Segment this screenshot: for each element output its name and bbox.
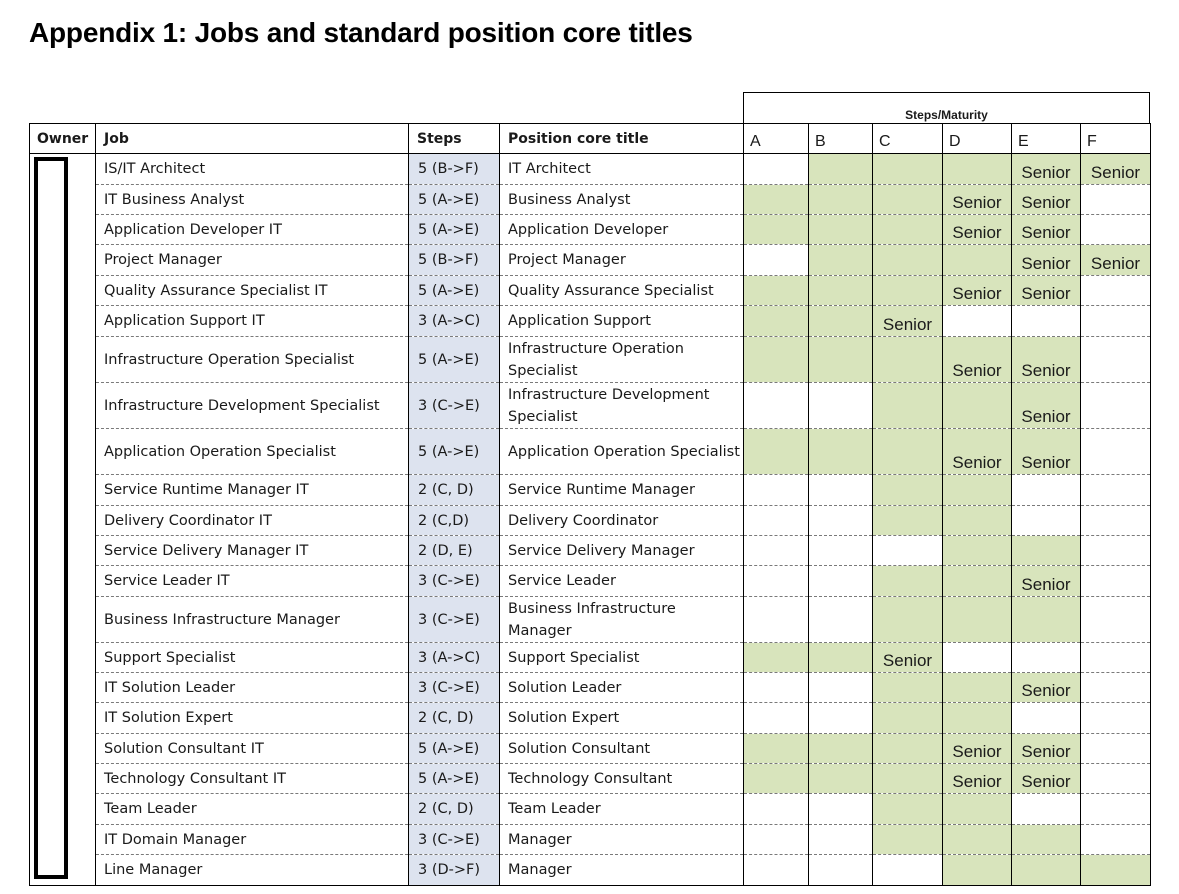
position-cell: Support Specialist (500, 643, 744, 673)
grade-cell-f (1081, 703, 1151, 734)
job-cell: IT Solution Expert (96, 703, 409, 734)
steps-cell: 2 (C, D) (409, 703, 500, 734)
steps-cell: 3 (C->E) (409, 383, 500, 429)
grade-cell-c (873, 825, 943, 855)
job-cell: IT Solution Leader (96, 673, 409, 703)
steps-cell: 5 (A->E) (409, 734, 500, 764)
grade-cell-b (809, 215, 873, 245)
grade-cell-f (1081, 215, 1151, 245)
grade-header-a: A (744, 124, 809, 154)
job-cell: Service Leader IT (96, 566, 409, 597)
grade-cell-b (809, 566, 873, 597)
grade-cell-e: Senior (1012, 245, 1081, 276)
job-cell: Support Specialist (96, 643, 409, 673)
grade-cell-d (943, 825, 1012, 855)
jobs-table (29, 123, 1151, 886)
position-cell: Team Leader (500, 794, 744, 825)
grade-cell-c (873, 734, 943, 764)
grade-cell-d: Senior (943, 215, 1012, 245)
grade-cell-c (873, 566, 943, 597)
table-row (30, 643, 1151, 673)
grade-cell-c (873, 245, 943, 276)
grade-cell-e (1012, 794, 1081, 825)
job-cell: Quality Assurance Specialist IT (96, 276, 409, 306)
grade-cell-e (1012, 536, 1081, 566)
grade-cell-f (1081, 794, 1151, 825)
grade-header-c: C (873, 124, 943, 154)
grade-cell-f (1081, 734, 1151, 764)
grade-cell-d: Senior (943, 185, 1012, 215)
steps-cell: 2 (C,D) (409, 506, 500, 536)
position-cell: Business Infrastructure Manager (500, 597, 744, 643)
steps-cell: 5 (B->F) (409, 154, 500, 185)
job-cell: Infrastructure Development Specialist (96, 383, 409, 429)
table-row (30, 825, 1151, 855)
position-cell: Quality Assurance Specialist (500, 276, 744, 306)
table-row (30, 597, 1151, 643)
grade-cell-a (744, 185, 809, 215)
grade-cell-e (1012, 506, 1081, 536)
grade-cell-b (809, 536, 873, 566)
grade-cell-a (744, 855, 809, 886)
table-row (30, 306, 1151, 337)
grade-cell-b (809, 734, 873, 764)
grade-cell-b (809, 764, 873, 794)
steps-cell: 3 (C->E) (409, 825, 500, 855)
grade-cell-b (809, 643, 873, 673)
grade-cell-d (943, 794, 1012, 825)
job-cell: Application Developer IT (96, 215, 409, 245)
grade-cell-d: Senior (943, 276, 1012, 306)
job-cell: Application Support IT (96, 306, 409, 337)
grade-cell-b (809, 154, 873, 185)
steps-cell: 3 (A->C) (409, 643, 500, 673)
table-row (30, 185, 1151, 215)
table-row (30, 703, 1151, 734)
grade-cell-e (1012, 475, 1081, 506)
job-cell: Application Operation Specialist (96, 429, 409, 475)
job-cell: Technology Consultant IT (96, 764, 409, 794)
job-cell: Solution Consultant IT (96, 734, 409, 764)
grade-cell-a (744, 245, 809, 276)
steps-cell: 3 (C->E) (409, 566, 500, 597)
grade-cell-d (943, 154, 1012, 185)
grade-cell-b (809, 306, 873, 337)
grade-cell-d (943, 566, 1012, 597)
position-cell: Application Support (500, 306, 744, 337)
grade-cell-a (744, 643, 809, 673)
position-cell: Manager (500, 825, 744, 855)
steps-cell: 3 (C->E) (409, 597, 500, 643)
grade-cell-b (809, 855, 873, 886)
table-row (30, 154, 1151, 185)
grade-cell-f (1081, 429, 1151, 475)
table-row (30, 673, 1151, 703)
grade-cell-c (873, 337, 943, 383)
grade-cell-e: Senior (1012, 734, 1081, 764)
grade-cell-e: Senior (1012, 276, 1081, 306)
grade-cell-e (1012, 643, 1081, 673)
grade-cell-c (873, 383, 943, 429)
grade-cell-a (744, 475, 809, 506)
grade-cell-f (1081, 337, 1151, 383)
steps-cell: 5 (A->E) (409, 185, 500, 215)
grade-cell-b (809, 337, 873, 383)
grade-cell-a (744, 276, 809, 306)
table-row (30, 276, 1151, 306)
grade-cell-a (744, 429, 809, 475)
table-row (30, 475, 1151, 506)
grade-cell-b (809, 429, 873, 475)
grade-cell-f (1081, 673, 1151, 703)
grade-cell-a (744, 536, 809, 566)
grade-cell-c (873, 597, 943, 643)
table-row (30, 734, 1151, 764)
grade-cell-c (873, 536, 943, 566)
table-row (30, 506, 1151, 536)
grade-cell-e: Senior (1012, 429, 1081, 475)
page-title: Appendix 1: Jobs and standard position core titles (29, 17, 693, 48)
grade-cell-d (943, 597, 1012, 643)
job-cell: Business Infrastructure Manager (96, 597, 409, 643)
grade-cell-d (943, 643, 1012, 673)
position-cell: IT Architect (500, 154, 744, 185)
grade-cell-a (744, 673, 809, 703)
grade-cell-a (744, 703, 809, 734)
position-cell: Technology Consultant (500, 764, 744, 794)
grade-cell-b (809, 703, 873, 734)
position-cell: Project Manager (500, 245, 744, 276)
steps-maturity-label: Steps/Maturity (905, 108, 988, 122)
grade-cell-e (1012, 306, 1081, 337)
grade-cell-c (873, 185, 943, 215)
table-row (30, 566, 1151, 597)
grade-cell-b (809, 597, 873, 643)
grade-cell-c (873, 855, 943, 886)
grade-cell-f (1081, 855, 1151, 886)
grade-header-d: D (943, 124, 1012, 154)
grade-cell-f (1081, 566, 1151, 597)
grade-cell-f (1081, 597, 1151, 643)
table-row (30, 855, 1151, 886)
steps-cell: 2 (D, E) (409, 536, 500, 566)
grade-cell-a (744, 215, 809, 245)
grade-cell-b (809, 185, 873, 215)
grade-cell-f (1081, 306, 1151, 337)
grade-cell-b (809, 475, 873, 506)
grade-cell-f (1081, 643, 1151, 673)
grade-cell-d (943, 475, 1012, 506)
grade-cell-e: Senior (1012, 337, 1081, 383)
grade-header-e: E (1012, 124, 1081, 154)
grade-cell-a (744, 306, 809, 337)
grade-cell-d (943, 673, 1012, 703)
grade-cell-d (943, 245, 1012, 276)
table-row (30, 536, 1151, 566)
grade-cell-b (809, 794, 873, 825)
grade-cell-c (873, 506, 943, 536)
table-row (30, 383, 1151, 429)
grade-cell-c (873, 475, 943, 506)
position-cell: Service Runtime Manager (500, 475, 744, 506)
table-row (30, 794, 1151, 825)
grade-cell-a (744, 825, 809, 855)
position-cell: Application Developer (500, 215, 744, 245)
grade-cell-a (744, 734, 809, 764)
grade-cell-e (1012, 597, 1081, 643)
position-cell: Application Operation Specialist (500, 429, 744, 475)
grade-header-f: F (1081, 124, 1151, 154)
grade-cell-e: Senior (1012, 673, 1081, 703)
grade-cell-c (873, 429, 943, 475)
grade-cell-c: Senior (873, 306, 943, 337)
table-row (30, 245, 1151, 276)
grade-cell-c (873, 794, 943, 825)
grade-cell-a (744, 337, 809, 383)
grade-cell-c (873, 276, 943, 306)
job-cell: Team Leader (96, 794, 409, 825)
grade-cell-b (809, 506, 873, 536)
grade-cell-f (1081, 475, 1151, 506)
grade-cell-b (809, 245, 873, 276)
grade-cell-e: Senior (1012, 764, 1081, 794)
grade-cell-f (1081, 536, 1151, 566)
grade-cell-f (1081, 764, 1151, 794)
steps-cell: 5 (A->E) (409, 429, 500, 475)
steps-maturity-header (743, 92, 1150, 123)
position-cell: Infrastructure Development Specialist (500, 383, 744, 429)
grade-cell-d: Senior (943, 429, 1012, 475)
grade-cell-d: Senior (943, 337, 1012, 383)
job-header: Job (96, 124, 409, 154)
job-cell: Line Manager (96, 855, 409, 886)
grade-cell-e (1012, 825, 1081, 855)
steps-cell: 2 (C, D) (409, 475, 500, 506)
position-cell: Service Leader (500, 566, 744, 597)
grade-cell-e: Senior (1012, 154, 1081, 185)
grade-cell-b (809, 276, 873, 306)
grade-cell-d: Senior (943, 764, 1012, 794)
grade-cell-e: Senior (1012, 566, 1081, 597)
position-cell: Solution Consultant (500, 734, 744, 764)
grade-cell-e (1012, 855, 1081, 886)
grade-cell-a (744, 597, 809, 643)
grade-cell-f (1081, 276, 1151, 306)
steps-cell: 5 (A->E) (409, 215, 500, 245)
table-row (30, 215, 1151, 245)
grade-cell-a (744, 383, 809, 429)
grade-cell-a (744, 764, 809, 794)
job-cell: Service Runtime Manager IT (96, 475, 409, 506)
grade-cell-a (744, 566, 809, 597)
grade-cell-d (943, 306, 1012, 337)
grade-cell-c: Senior (873, 643, 943, 673)
position-cell: Delivery Coordinator (500, 506, 744, 536)
grade-cell-f: Senior (1081, 154, 1151, 185)
grade-cell-e: Senior (1012, 383, 1081, 429)
grade-cell-b (809, 383, 873, 429)
steps-cell: 3 (A->C) (409, 306, 500, 337)
grade-cell-d (943, 506, 1012, 536)
position-cell: Infrastructure Operation Specialist (500, 337, 744, 383)
steps-cell: 5 (A->E) (409, 337, 500, 383)
table-row (30, 337, 1151, 383)
grade-cell-f (1081, 506, 1151, 536)
grade-cell-b (809, 825, 873, 855)
owner-cell (30, 154, 96, 886)
table-row (30, 764, 1151, 794)
steps-cell: 5 (A->E) (409, 764, 500, 794)
grade-cell-e: Senior (1012, 215, 1081, 245)
steps-cell: 3 (D->F) (409, 855, 500, 886)
grade-cell-f (1081, 383, 1151, 429)
job-cell: Project Manager (96, 245, 409, 276)
grade-cell-d: Senior (943, 734, 1012, 764)
position-cell: Service Delivery Manager (500, 536, 744, 566)
position-cell: Business Analyst (500, 185, 744, 215)
position-cell: Solution Expert (500, 703, 744, 734)
owner-redacted-box (34, 157, 68, 879)
grade-cell-c (873, 764, 943, 794)
job-cell: Infrastructure Operation Specialist (96, 337, 409, 383)
position-header: Position core title (500, 124, 744, 154)
grade-cell-d (943, 703, 1012, 734)
grade-cell-c (873, 703, 943, 734)
position-cell: Manager (500, 855, 744, 886)
grade-cell-e (1012, 703, 1081, 734)
grade-cell-c (873, 215, 943, 245)
grade-cell-c (873, 673, 943, 703)
grade-header-b: B (809, 124, 873, 154)
steps-header: Steps (409, 124, 500, 154)
table-header-row (30, 124, 1151, 154)
job-cell: IT Domain Manager (96, 825, 409, 855)
table-body (30, 154, 1151, 886)
grade-cell-f (1081, 185, 1151, 215)
steps-cell: 3 (C->E) (409, 673, 500, 703)
grade-cell-c (873, 154, 943, 185)
table-row (30, 429, 1151, 475)
job-cell: IS/IT Architect (96, 154, 409, 185)
grade-cell-e: Senior (1012, 185, 1081, 215)
grade-cell-f: Senior (1081, 245, 1151, 276)
grade-cell-a (744, 506, 809, 536)
grade-cell-d (943, 536, 1012, 566)
steps-cell: 5 (A->E) (409, 276, 500, 306)
grade-cell-a (744, 794, 809, 825)
position-cell: Solution Leader (500, 673, 744, 703)
steps-cell: 2 (C, D) (409, 794, 500, 825)
owner-header: Owner (30, 124, 96, 154)
job-cell: Delivery Coordinator IT (96, 506, 409, 536)
grade-cell-d (943, 383, 1012, 429)
grade-cell-a (744, 154, 809, 185)
grade-cell-f (1081, 825, 1151, 855)
job-cell: Service Delivery Manager IT (96, 536, 409, 566)
grade-cell-d (943, 855, 1012, 886)
grade-cell-b (809, 673, 873, 703)
job-cell: IT Business Analyst (96, 185, 409, 215)
steps-cell: 5 (B->F) (409, 245, 500, 276)
